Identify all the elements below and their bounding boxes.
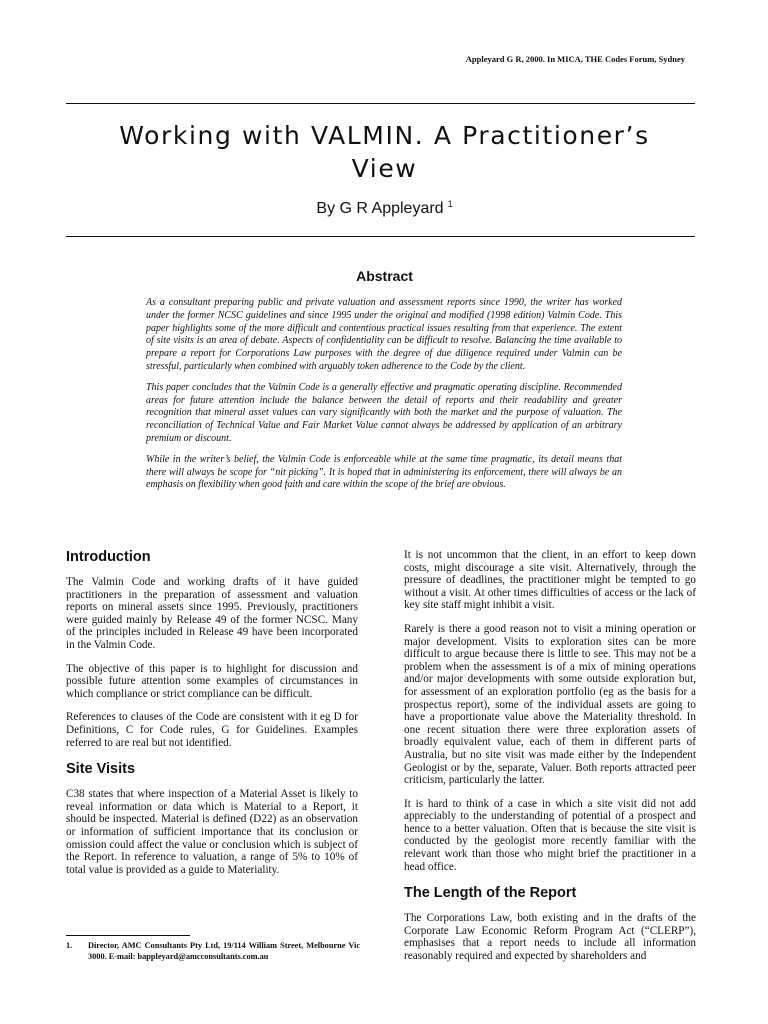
body-paragraph: The objective of this paper is to highlight for discussion and possible future attention some examples of circumstances in which compliance or strict compliance can be difficult. xyxy=(66,662,358,700)
abstract-body xyxy=(146,297,622,500)
title-line-2: View xyxy=(351,154,418,183)
abstract-paragraph: This paper concludes that the Valmin Code is a generally effective and pragmatic operating discipline. Recommended areas for future attention include the balance between the detail of reports and their readability and greater recognition that mineral asset values can vary significantly with both the market and the purpose of valuation. The reconciliation of Technical Value and Fair Market Value cannot always be addressed by application of an arbitrary premium or discount. xyxy=(146,381,622,444)
body-paragraph: It is not uncommon that the client, in an effort to keep down costs, might discourage a site visit. Alternatively, through the pressure of deadlines, the practitioner might be tempted to go without a visit. At other times difficulties of access or the lack of key site staff might inhibit a visit. xyxy=(404,549,696,612)
abstract-paragraph: As a consultant preparing public and private valuation and assessment reports since 1990, the writer has worked under the former NCSC guidelines and since 1995 under the original and modified (1998 edition) Valmin Code. This paper highlights some of the more difficult and contentious practical issues resulting from that experience. The extent of site visits is an area of debate. Aspects of confidentiality can be difficult to resolve. Balancing the time available to prepare a report for Corporations Law purposes with the degree of due diligence required under Valmin can be stressful, particularly when combined with arguably token adherence to the Code by the client. xyxy=(146,297,622,372)
paper-title xyxy=(66,119,703,185)
introduction-heading: Introduction xyxy=(66,549,151,565)
report-length-heading: The Length of the Report xyxy=(404,885,577,902)
body-paragraph: Rarely is there a good reason not to visit a mining operation or major development. Visits to exploration sites can be more difficult to argue because there is little to see. This may not be a problem when the assessment is of a mix of mining operations and/or major developments with some outside exploration but, for assessment of an exploration portfolio (eg as the basis for a prospectus report), some of the individual assets are going to have a proportionate value above the Materiality threshold. In one recent situation there were three exploration assets of broadly equivalent value, each of them in different parts of Australia, but no site visit was made either by the Independent Geologist or by the, separate, Valuer. Both reports attracted peer criticism, particularly the latter. xyxy=(404,622,696,787)
footnote xyxy=(66,941,360,962)
footnote-marker: 1 xyxy=(447,199,453,209)
body-paragraph: The Valmin Code and working drafts of it have guided practitioners in the preparation of assessment and valuation reports on mineral assets since 1995. Previously, practitioners were guided mainly by Release 49 of the former NCSC. Many of the principles included in Release 49 have been incorporated in the Valmin Code. xyxy=(66,576,358,651)
body-paragraph: It is hard to think of a case in which a site visit did not add appreciably to the understanding of potential of a prospect and hence to a better valuation. Often that is because the site visit is conducted by the geologist more recently familiar with the relevant work than those who might brief the practitioner in a head office. xyxy=(404,797,696,873)
body-paragraph: References to clauses of the Code are consistent with it eg D for Definitions, C for Code rules, G for Guidelines. Examples referred to are real but not identified. xyxy=(66,711,358,749)
citation-header: Appleyard G R, 2000. In MICA, THE Codes Forum, Sydney xyxy=(465,54,685,64)
footnote-text: Director, AMC Consultants Pty Ltd, 19/114 William Street, Melbourne Vic 3000. E-mail: bappleyard@amcconsultants.com.au xyxy=(88,941,360,961)
author-byline xyxy=(66,199,703,218)
body-paragraph: The Corporations Law, both existing and in the drafts of the Corporate Law Economic Reform Program Act (“CLERP”), emphasises that a report needs to include all information reasonably required and expected by shareholders and xyxy=(404,912,696,963)
abstract-paragraph: While in the writer’s belief, the Valmin Code is enforceable while at the same time pragmatic, its detail means that there will always be scope for “nit picking”. It is hoped that in administering its enforcement, there will always be an emphasis on flexibility when good faith and care within the scope of the brief are obvious. xyxy=(146,453,622,491)
body-paragraph: C38 states that where inspection of a Material Asset is likely to reveal information or data which is Material to a Report, it should be inspected. Material is defined (D22) as an observation or information of sufficient importance that its conclusion or omission could affect the value or conclusion which is subject of the Report. In reference to valuation, a range of 5% to 10% of total value is provided as a guide to Materiality. xyxy=(66,788,358,876)
title-line-1: Working with VALMIN. A Practitioner’s xyxy=(119,121,650,150)
right-column xyxy=(404,549,696,974)
title-bottom-divider xyxy=(66,236,695,237)
footnote-divider xyxy=(66,935,190,936)
abstract-heading: Abstract xyxy=(356,268,413,284)
author-name: By G R Appleyard xyxy=(316,200,444,217)
left-column xyxy=(66,546,358,887)
site-visits-heading: Site Visits xyxy=(66,761,136,778)
top-divider xyxy=(66,103,695,104)
footnote-number: 1. xyxy=(66,941,73,950)
